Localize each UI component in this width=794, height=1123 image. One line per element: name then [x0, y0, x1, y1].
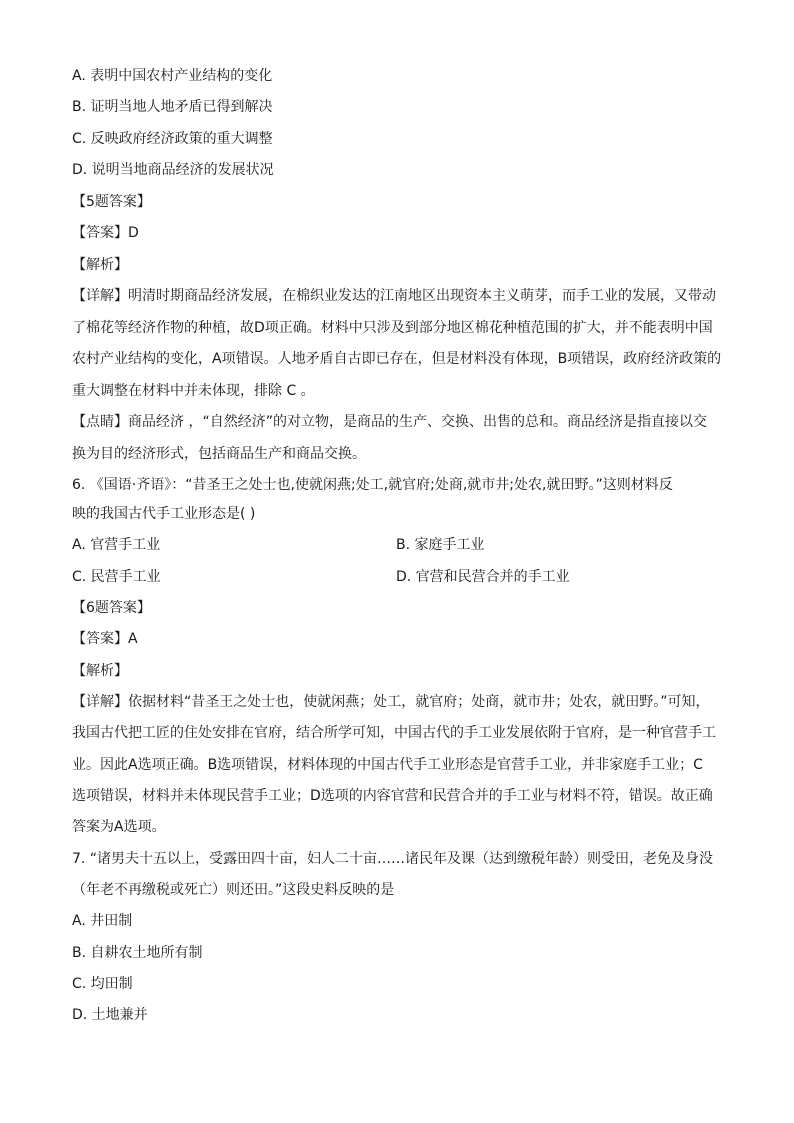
q5-detail-line: 农村产业结构的变化，A项错误。人地矛盾自古即已存在，但是材料没有体现，B项错误，政府经济政策的: [72, 351, 722, 367]
q5-detail-line: 了棉花等经济作物的种植，故D项正确。材料中只涉及到部分地区棉花种植范围的扩大，并不能表明中国: [72, 320, 713, 336]
q5-option-d: D. 说明当地商品经济的发展状况: [72, 162, 274, 178]
q5-tip-line: 换为目的经济形式，包括商品生产和商品交换。: [72, 446, 366, 462]
q7-stem-line: （年老不再缴税或死亡）则还田。”这段史料反映的是: [72, 882, 395, 898]
q6-option-b: B. 家庭手工业: [396, 537, 485, 553]
q6-detail-line: 答案为A选项。: [72, 819, 166, 835]
q6-detail-line: 选项错误，材料并未体现民营手工业；D选项的内容官营和民营合并的手工业与材料不符，错误。故正确: [72, 788, 713, 804]
q7-stem-line: 7. “诸男夫十五以上，受露田四十亩，妇人二十亩……诸民年及课（达到缴税年龄）则受田，老免及身没: [72, 851, 714, 867]
q6-option-d: D. 官营和民营合并的手工业: [396, 569, 570, 585]
q5-tip-line: 【点睛】商品经济 ，“自然经济”的对立物，是商品的生产、交换、出售的总和。商品经济是指直接以交: [72, 414, 707, 430]
q6-detail-line: 业。因此A选项正确。B选项错误，材料体现的中国古代手工业形态是官营手工业，并非家庭手工业；C: [72, 757, 703, 773]
q5-detail-line: 重大调整在材料中并未体现，排除 C 。: [72, 383, 315, 399]
q6-option-a: A. 官营手工业: [72, 537, 161, 553]
q6-analysis-label: 【解析】: [72, 663, 128, 679]
q6-answer: 【答案】A: [72, 631, 138, 647]
q7-option-b: B. 自耕农土地所有制: [72, 945, 203, 961]
q6-stem-line: 映的我国古代手工业形态是( ): [72, 506, 256, 522]
q5-option-a: A. 表明中国农村产业结构的变化: [72, 68, 273, 84]
q6-option-c: C. 民营手工业: [72, 569, 161, 585]
q6-detail-line: 【详解】依据材料“昔圣王之处士也，使就闲燕；处工，就官府；处商，就市井；处农，就田野。”可知，: [72, 694, 710, 710]
q5-option-c: C. 反映政府经济政策的重大调整: [72, 131, 273, 147]
q7-option-c: C. 均田制: [72, 976, 133, 992]
q7-option-a: A. 井田制: [72, 913, 133, 929]
q5-answer: 【答案】D: [72, 225, 139, 241]
q5-detail-line: 【详解】明清时期商品经济发展，在棉织业发达的江南地区出现资本主义萌芽，而手工业的发展，又带动: [72, 288, 716, 304]
q7-option-d: D. 土地兼并: [72, 1007, 148, 1023]
q6-answer-header: 【6题答案】: [72, 600, 151, 616]
q5-answer-header: 【5题答案】: [72, 194, 151, 210]
q6-detail-line: 我国古代把工匠的住处安排在官府，结合所学可知，中国古代的手工业发展依附于官府，是一种官营手工: [72, 725, 716, 741]
q5-option-b: B. 证明当地人地矛盾已得到解决: [72, 99, 273, 115]
q5-analysis-label: 【解析】: [72, 257, 128, 273]
q6-stem-line: 6. 《国语·齐语》：“昔圣王之处士也,使就闲燕;处工,就官府;处商,就市井;处农,就田野。”这则材料反: [72, 477, 673, 493]
